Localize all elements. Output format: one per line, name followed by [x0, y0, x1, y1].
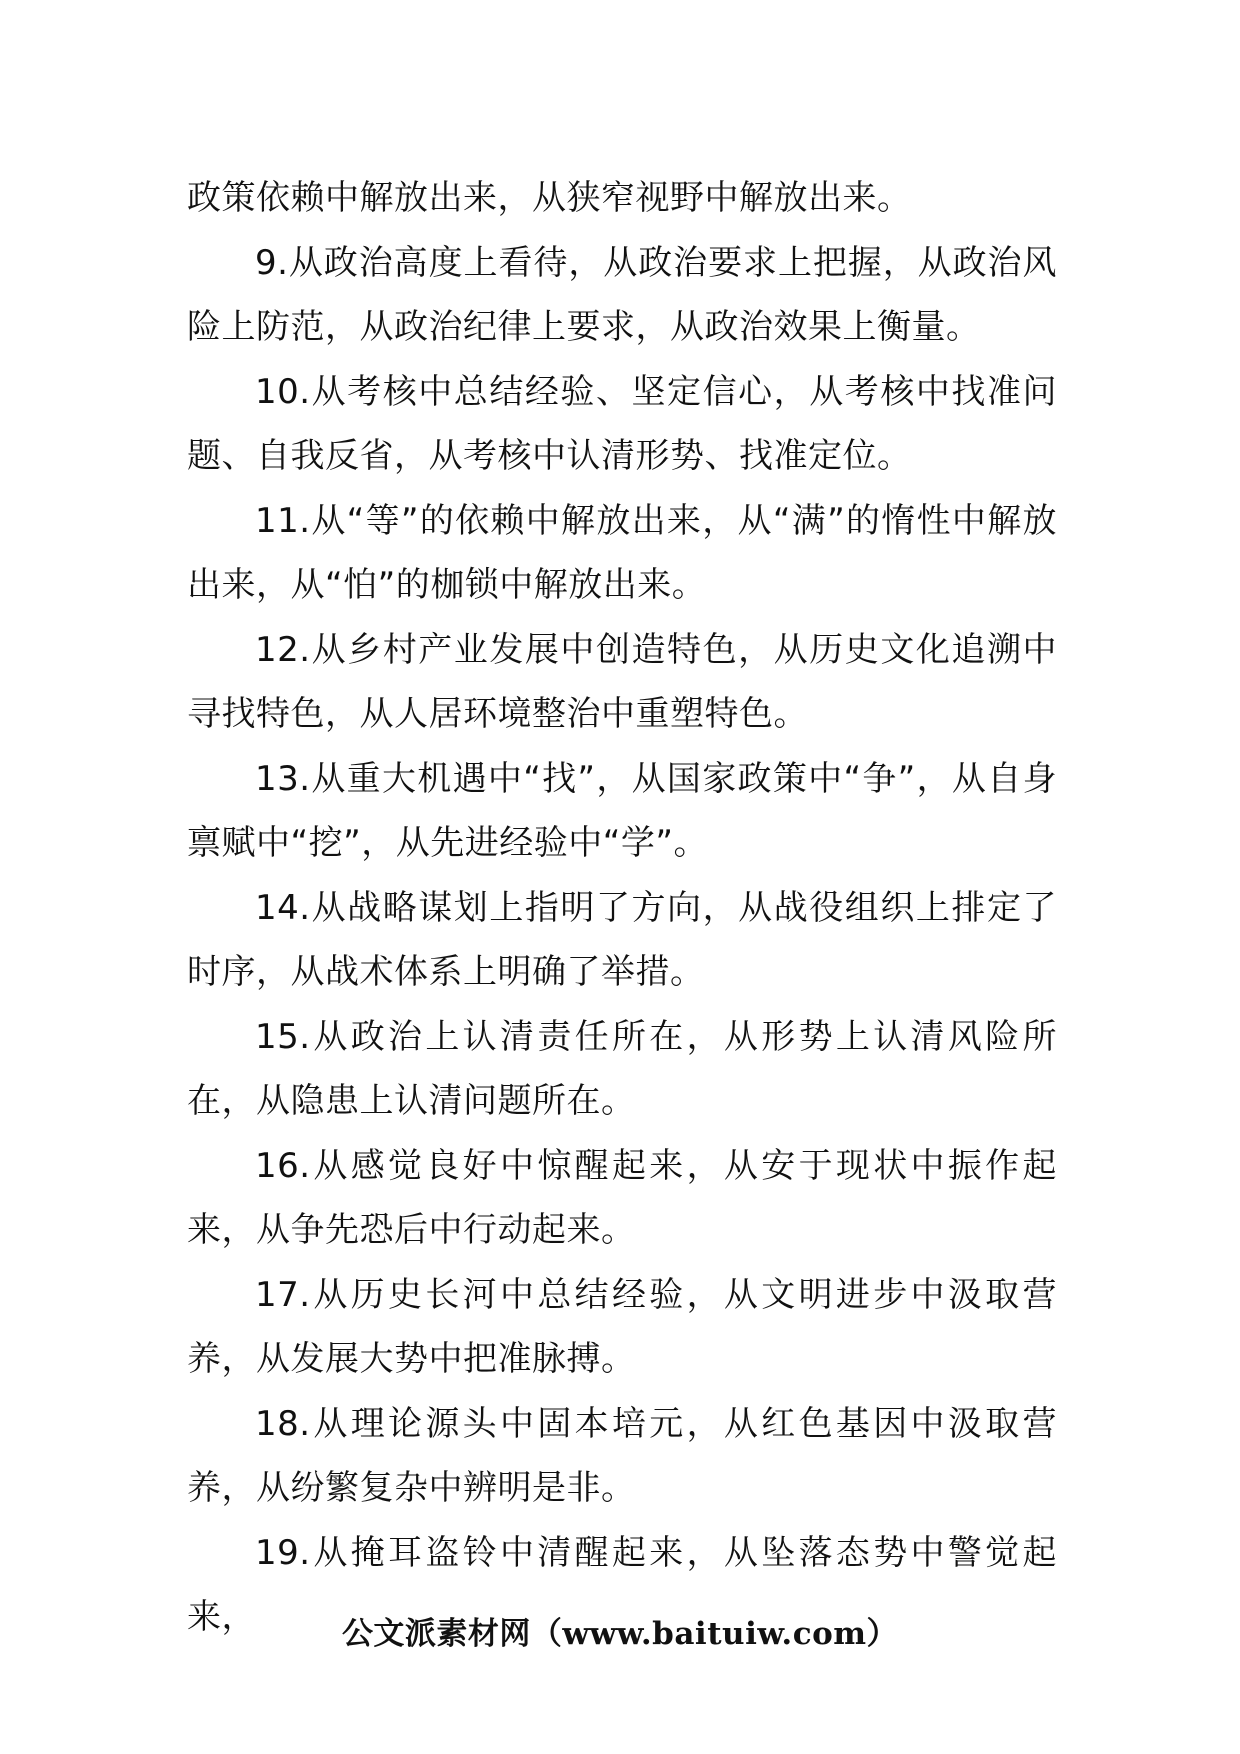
- footer-watermark: 公文派素材网（www.baituiw.com）: [341, 1616, 899, 1652]
- paragraph-item-13: 13.从重大机遇中“找”，从国家政策中“争”，从自身禀赋中“挖”，从先进经验中“学”。: [187, 758, 1057, 863]
- paragraph-item-15: 15.从政治上认清责任所在，从形势上认清风险所在，从隐患上认清问题所在。: [187, 1016, 1057, 1121]
- document-body: [187, 166, 1057, 1650]
- paragraph-continuation: 政策依赖中解放出来，从狭窄视野中解放出来。: [187, 178, 912, 218]
- paragraph-item-11: 11.从“等”的依赖中解放出来，从“满”的惰性中解放出来，从“怕”的枷锁中解放出来。: [187, 500, 1057, 605]
- paragraph-item-17: 17.从历史长河中总结经验，从文明进步中汲取营养，从发展大势中把准脉搏。: [187, 1274, 1057, 1379]
- paragraph-item-16: 16.从感觉良好中惊醒起来，从安于现状中振作起来，从争先恐后中行动起来。: [187, 1145, 1057, 1250]
- paragraph-item-18: 18.从理论源头中固本培元，从红色基因中汲取营养，从纷繁复杂中辨明是非。: [187, 1403, 1057, 1508]
- paragraph-item-9: 9.从政治高度上看待，从政治要求上把握，从政治风险上防范，从政治纪律上要求，从政治效果上衡量。: [187, 242, 1057, 347]
- paragraph-item-10: 10.从考核中总结经验、坚定信心，从考核中找准问题、自我反省，从考核中认清形势、找准定位。: [187, 371, 1057, 476]
- paragraph-item-12: 12.从乡村产业发展中创造特色，从历史文化追溯中寻找特色，从人居环境整治中重塑特色。: [187, 629, 1057, 734]
- paragraph-item-19: 19.从掩耳盗铃中清醒起来，从坠落态势中警觉起来，: [187, 1532, 1057, 1637]
- paragraph-item-14: 14.从战略谋划上指明了方向，从战役组织上排定了时序，从战术体系上明确了举措。: [187, 887, 1057, 992]
